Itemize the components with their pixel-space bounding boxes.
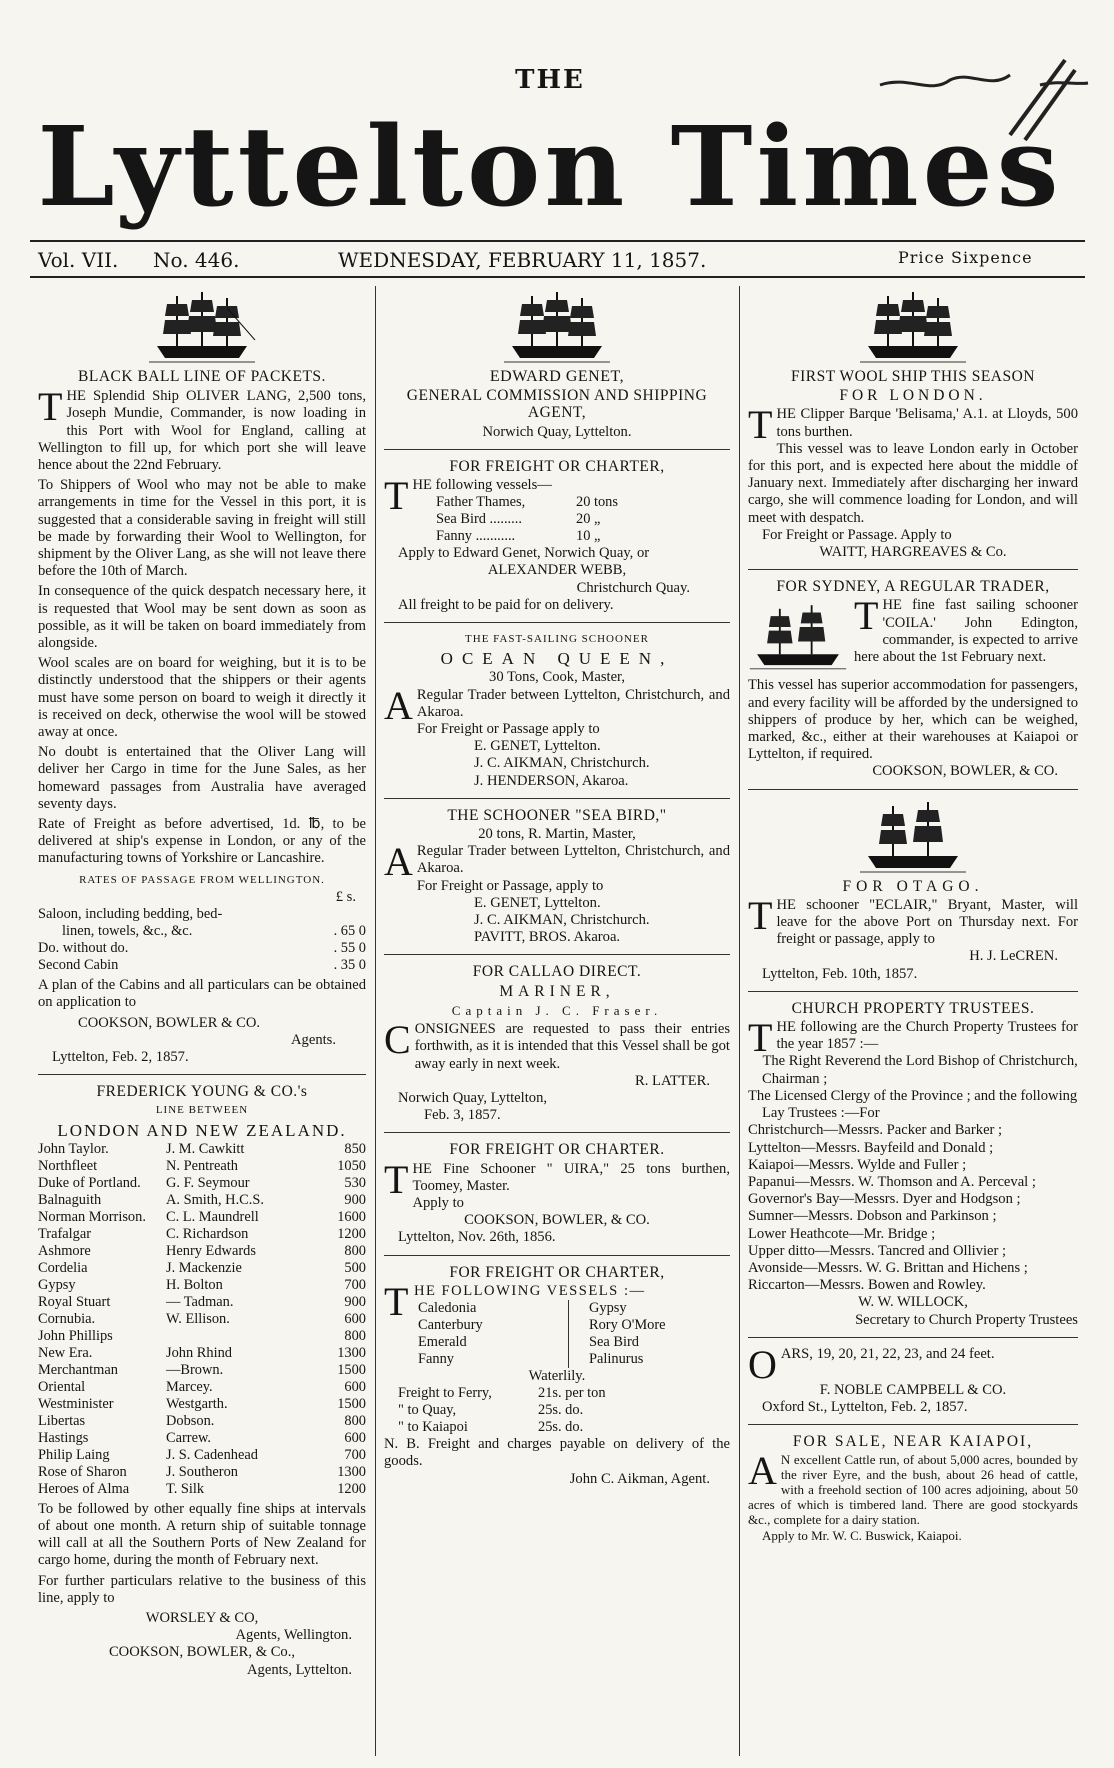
table-row	[38, 1141, 366, 1158]
freight1-apply: Apply to Edward Genet, Norwich Quay, or	[398, 545, 650, 562]
rule-dateline	[30, 276, 1085, 278]
vessel-right: Sea Bird	[589, 1333, 639, 1350]
young-agent2-place: Agents, Lyttelton.	[247, 1661, 352, 1678]
sea-bird-agent: PAVITT, BROS. Akaroa.	[474, 929, 621, 946]
rate-amount: . 55 0	[333, 940, 366, 957]
rate-amount: . 35 0	[333, 957, 366, 974]
list-item: Riccarton—Messrs. Bowen and Rowley.	[748, 1277, 986, 1294]
ship-name: Balnaguith	[38, 1191, 102, 1208]
ocean-queen-text: Regular Trader between Lyttelton, Christchurch, and Akaroa.	[416, 686, 730, 720]
table-row	[418, 1317, 666, 1334]
column-2	[384, 288, 730, 1756]
ocean-queen-agent: E. GENET, Lyttelton.	[474, 738, 601, 755]
ship-tons: 700	[344, 1446, 366, 1463]
sale-apply: Apply to Mr. W. C. Buswick, Kaiapoi.	[762, 1528, 962, 1544]
ship-master: Westgarth.	[166, 1395, 228, 1412]
list-item: The Right Reverend the Lord Bishop of Christchurch, Chairman ;	[762, 1053, 1078, 1087]
volume: Vol. VII.	[38, 248, 119, 272]
list-item: Kaiapoi—Messrs. Wylde and Fuller ;	[748, 1156, 967, 1173]
table-row	[38, 940, 366, 957]
drop-cap: T	[384, 1156, 409, 1202]
ship-icon	[147, 288, 257, 366]
ship-icon	[748, 597, 848, 677]
drop-cap: T	[384, 1278, 410, 1324]
ship-tons: 1300	[337, 1463, 366, 1480]
table-row	[418, 1351, 666, 1368]
otago-heading: FOR OTAGO.	[842, 877, 984, 895]
young-agent1: WORSLEY & CO,	[145, 1609, 259, 1626]
uira-date: Lyttelton, Nov. 26th, 1856.	[398, 1229, 556, 1246]
ship-tons: 1500	[337, 1395, 366, 1412]
freight2-intro: HE FOLLOWING VESSELS :—	[413, 1282, 646, 1299]
sydney-p2: This vessel has superior accommodation for passengers, and every facility will be afforded by the undersigned to shippers of produce by her, which can be weighed, marked, &c., either at their warehouses at Kaiapoi or Lyttelton, if required.	[748, 677, 1078, 763]
table-row	[38, 1311, 366, 1328]
divider	[384, 1132, 730, 1133]
ship-tons: 530	[344, 1174, 366, 1191]
ship-name: Duke of Portland.	[38, 1174, 141, 1191]
rate-label: Do. without do.	[38, 940, 129, 957]
table-row	[38, 906, 366, 923]
ship-name: Westminister	[38, 1395, 114, 1412]
ship-name: New Era.	[38, 1344, 93, 1361]
table-row	[38, 1243, 366, 1260]
ship-master: H. Bolton	[166, 1276, 223, 1293]
rate-label: Second Cabin	[38, 957, 119, 974]
table-row	[38, 1209, 366, 1226]
table-row	[38, 1277, 366, 1294]
ship-name: Cornubia.	[38, 1310, 96, 1327]
ship-master: N. Pentreath	[166, 1157, 238, 1174]
vessel-tons: 20 tons	[576, 494, 618, 511]
ship-master: Henry Edwards	[166, 1242, 256, 1259]
ship-icon	[858, 798, 968, 876]
list-item: Upper ditto—Messrs. Tancred and Ollivier ;	[748, 1242, 1007, 1259]
otago-sign: H. J. LeCREN.	[969, 948, 1058, 965]
freight2-note: N. B. Freight and charges payable on delivery of the goods.	[384, 1436, 730, 1470]
ship-tons: 800	[344, 1412, 366, 1429]
drop-cap: T	[748, 1015, 773, 1061]
list-item: Lyttelton—Messrs. Bayfeild and Donald ;	[748, 1139, 994, 1156]
rate-amount	[317, 906, 366, 923]
table-row	[38, 1396, 366, 1413]
sea-bird-text: Regular Trader between Lyttelton, Christchurch, and Akaroa.	[416, 843, 730, 877]
freight1-intro: HE following vessels—	[412, 477, 552, 494]
column-divider-1	[375, 286, 376, 1756]
table-row	[38, 1226, 366, 1243]
table-row	[418, 1300, 666, 1317]
rate-label: " to Kaiapoi	[398, 1419, 468, 1436]
genet-title: GENERAL COMMISSION AND SHIPPING AGENT,	[406, 387, 708, 422]
drop-cap: T	[854, 597, 879, 639]
table-row	[38, 1294, 366, 1311]
table-row	[38, 1328, 366, 1345]
sea-bird-tons: 20 tons, R. Martin, Master,	[478, 826, 636, 843]
divider	[748, 991, 1078, 992]
ship-name: Heroes of Alma	[38, 1480, 130, 1497]
drop-cap: T	[748, 402, 773, 448]
freight2-heading: FOR FREIGHT OR CHARTER,	[449, 1263, 665, 1281]
list-item: Papanui—Messrs. W. Thomson and A. Perceval ;	[748, 1173, 1036, 1190]
rates-heading: RATES OF PASSAGE FROM WELLINGTON.	[79, 873, 325, 886]
ship-tons: 900	[344, 1293, 366, 1310]
vessel-name: Fanny ...........	[436, 528, 516, 545]
wool-text: HE Clipper Barque 'Belisama,' A.1. at Lloyds, 500 tons burthen.	[776, 406, 1078, 440]
rate-label: linen, towels, &c., &c.	[62, 923, 193, 940]
black-ball-p4: Wool scales are on board for weighing, but it is to be distinctly understood that the shippers or their agents must have some person on board to weigh it directly it is received on deck, otherwise the wool will be stowed away at once.	[38, 655, 366, 741]
list-item: The Licensed Clergy of the Province ; and the following Lay Trustees :—For	[748, 1087, 1078, 1122]
vessel-tons: 10 „	[576, 528, 601, 545]
table-row	[398, 1385, 606, 1402]
ship-name: John Phillips	[38, 1327, 113, 1344]
genet-address: Norwich Quay, Lyttelton.	[482, 423, 632, 440]
ship-name: Merchantman	[38, 1361, 118, 1378]
sea-bird-heading: THE SCHOONER "SEA BIRD,"	[447, 806, 667, 824]
freight2-extra: Waterlily.	[528, 1367, 586, 1384]
ship-master: C. Richardson	[166, 1225, 249, 1242]
sydney-agent: COOKSON, BOWLER, & CO.	[872, 763, 1058, 780]
sale-heading: FOR SALE, NEAR KAIAPOI,	[792, 1433, 1034, 1451]
rates-table	[38, 906, 366, 974]
issue-date: WEDNESDAY, FEBRUARY 11, 1857.	[338, 248, 707, 272]
divider	[748, 1337, 1078, 1338]
drop-cap: T	[748, 892, 773, 938]
ships-table	[38, 1141, 366, 1498]
rule-top	[30, 240, 1085, 242]
ocean-queen-tons: 30 Tons, Cook, Master,	[489, 669, 625, 686]
list-item: Sumner—Messrs. Dobson and Parkinson ;	[748, 1208, 997, 1225]
sale-text: N excellent Cattle run, of about 5,000 acres, bounded by the river Eyre, and the bush, about 26 head of cattle, with a freehold section of 100 acres adjoining, about 50 acres of which is timbered land. There are good stockyards &c., complete for a dairy station.	[748, 1452, 1078, 1528]
black-ball-p6: Rate of Freight as before advertised, 1d. ℔, to be delivered at ship's expense in London, or any of the manufacturing towns of Yorkshire or Lancashire.	[38, 816, 366, 867]
wool-heading-2: FOR LONDON.	[839, 387, 987, 405]
ship-master	[158, 1328, 322, 1345]
ship-name: Norman Morrison.	[38, 1208, 146, 1225]
callao-ship: MARINER,	[499, 982, 615, 1000]
young-heading: FREDERICK YOUNG & CO.'s	[96, 1083, 308, 1101]
ship-icon	[858, 288, 968, 366]
vessel-tons: 20 „	[576, 511, 601, 528]
black-ball-p3: In consequence of the quick despatch necessary here, it is requested that Wool may be sent down as soon as possible, as it will be taken on board immediately from alongside.	[38, 583, 366, 652]
table-row	[418, 1334, 666, 1351]
vessel-left: Canterbury	[418, 1317, 569, 1334]
rate-label: " to Quay,	[398, 1402, 457, 1419]
freight1-webb-place: Christchurch Quay.	[576, 579, 690, 596]
table-row	[38, 957, 366, 974]
masthead-title: Lyttelton Times	[37, 102, 1063, 231]
freight2-rates	[398, 1385, 606, 1436]
table-row	[38, 1413, 366, 1430]
divider	[38, 1074, 366, 1075]
drop-cap: T	[384, 473, 409, 519]
ship-master: J. M. Cawkitt	[166, 1140, 245, 1157]
table-row	[38, 1175, 366, 1192]
table-row	[436, 494, 618, 511]
black-ball-p7: A plan of the Cabins and all particulars can be obtained on application to	[38, 977, 366, 1011]
black-ball-heading: BLACK BALL LINE OF PACKETS.	[78, 368, 326, 385]
table-row	[38, 1345, 366, 1362]
ship-name: John Taylor.	[38, 1140, 109, 1157]
wool-apply: For Freight or Passage. Apply to	[762, 526, 952, 543]
church-heading: CHURCH PROPERTY TRUSTEES.	[791, 999, 1035, 1017]
masthead-the: THE	[515, 65, 585, 95]
sydney-text: HE fine fast sailing schooner 'COILA.' John Edington, commander, is expected to arrive here about the 1st February next.	[854, 597, 1078, 666]
otago-date: Lyttelton, Feb. 10th, 1857.	[762, 965, 918, 982]
dateline	[38, 246, 1078, 276]
rate-value: 25s. do.	[538, 1402, 584, 1419]
wool-agent: WAITT, HARGREAVES & Co.	[819, 544, 1007, 561]
ship-master: —Brown.	[166, 1361, 224, 1378]
freight1-heading: FOR FREIGHT OR CHARTER,	[449, 457, 665, 475]
ship-tons: 1200	[337, 1225, 366, 1242]
vessel-left: Fanny	[418, 1351, 569, 1368]
ship-name: Oriental	[38, 1378, 86, 1395]
young-sub: LINE BETWEEN	[155, 1104, 249, 1117]
table-row	[436, 511, 618, 528]
callao-heading: FOR CALLAO DIRECT.	[472, 963, 642, 981]
ship-tons: 600	[344, 1378, 366, 1395]
uira-agent: COOKSON, BOWLER, & CO.	[464, 1212, 650, 1229]
divider	[384, 1255, 730, 1256]
ship-name: Hastings	[38, 1429, 89, 1446]
drop-cap: O	[748, 1341, 777, 1387]
drop-cap: C	[384, 1017, 411, 1063]
table-row	[38, 1464, 366, 1481]
young-agent1-place: Agents, Wellington.	[235, 1627, 352, 1644]
callao-text: ONSIGNEES are requested to pass their entries forthwith, as it is intended that this Vessel shall be got away early in next week.	[414, 1021, 730, 1072]
freight1-note: All freight to be paid for on delivery.	[398, 596, 614, 613]
vessel-right: Palinurus	[589, 1350, 644, 1367]
genet-name: EDWARD GENET,	[489, 368, 625, 385]
ship-name: Philip Laing	[38, 1446, 110, 1463]
table-row	[38, 1379, 366, 1396]
black-ball-agent: COOKSON, BOWLER & CO.	[78, 1014, 261, 1031]
church-sign: W. W. WILLOCK,	[858, 1294, 968, 1311]
church-text: HE following are the Church Property Trustees for the year 1857 :—	[776, 1019, 1078, 1053]
ship-tons: 600	[344, 1429, 366, 1446]
vessel-right: Gypsy	[589, 1299, 627, 1316]
table-row	[398, 1419, 606, 1436]
ocean-queen-name: OCEAN QUEEN,	[440, 649, 674, 669]
sydney-heading: FOR SYDNEY, A REGULAR TRADER,	[776, 578, 1050, 596]
ship-tons: 850	[344, 1140, 366, 1157]
table-row	[38, 1260, 366, 1277]
drop-cap: A	[748, 1448, 777, 1494]
sea-bird-agent: J. C. AIKMAN, Christchurch.	[474, 912, 650, 929]
ship-tons: 700	[344, 1276, 366, 1293]
column-1	[38, 288, 366, 1756]
table-row	[38, 923, 366, 940]
ship-master: G. F. Seymour	[166, 1174, 250, 1191]
young-p1: To be followed by other equally fine ships at intervals of about one month. A return ship of suitable tonnage will call at all the Southern Ports of New Zealand for cargo home, during the month of February next.	[38, 1500, 366, 1569]
ship-tons: 1300	[337, 1344, 366, 1361]
ship-master: Marcey.	[166, 1378, 213, 1395]
rate-value: 25s. do.	[538, 1419, 584, 1436]
church-title: Secretary to Church Property Trustees	[855, 1311, 1078, 1328]
table-row	[38, 1158, 366, 1175]
ocean-queen-apply: For Freight or Passage apply to	[416, 721, 600, 738]
ship-name: Gypsy	[38, 1276, 76, 1293]
column-divider-2	[739, 286, 740, 1756]
callao-captain: Captain J. C. Fraser.	[451, 1002, 663, 1018]
freight1-webb: ALEXANDER WEBB,	[487, 562, 627, 579]
ship-tons: 600	[344, 1310, 366, 1327]
ship-name: Libertas	[38, 1412, 86, 1429]
ship-master: C. L. Maundrell	[166, 1208, 259, 1225]
ship-master: W. Ellison.	[166, 1310, 230, 1327]
ocean-queen-sub: THE FAST-SAILING SCHOONER	[465, 633, 649, 646]
otago-text: HE schooner "ECLAIR," Bryant, Master, will leave for the above Port on Thursday next. For freight or passage, apply to	[776, 896, 1078, 948]
church-trustees-list	[748, 1053, 1078, 1294]
oars-date: Oxford St., Lyttelton, Feb. 2, 1857.	[762, 1398, 968, 1415]
table-row	[38, 1481, 366, 1498]
rate-label: Saloon, including bedding, bed-	[38, 906, 223, 923]
list-item: Governor's Bay—Messrs. Dyer and Hodgson ;	[748, 1191, 1021, 1208]
ship-master: John Rhind	[166, 1344, 232, 1361]
drop-cap: A	[384, 839, 413, 885]
table-row	[436, 528, 618, 545]
wool-heading-1: FIRST WOOL SHIP THIS SEASON	[790, 368, 1036, 385]
black-ball-p1: HE Splendid Ship OLIVER LANG, 2,500 tons, Joseph Mundie, Commander, is now loading in this Port with Wool for England, calling at Wellington to fill up, for which port she will leave hence about the 22nd February.	[38, 388, 366, 474]
ship-name: Rose of Sharon	[38, 1463, 127, 1480]
divider	[384, 449, 730, 450]
oars-sign: F. NOBLE CAMPBELL & CO.	[819, 1381, 1007, 1398]
divider	[384, 954, 730, 955]
vessel-right: Rory O'More	[589, 1316, 666, 1333]
rate-label: Freight to Ferry,	[398, 1385, 492, 1402]
freight2-sign: John C. Aikman, Agent.	[569, 1470, 710, 1487]
drop-cap: T	[38, 384, 63, 430]
currency-header: £ s.	[335, 888, 356, 905]
ship-name: Royal Stuart	[38, 1293, 111, 1310]
handwritten-mark	[860, 55, 1090, 165]
ship-name: Cordelia	[38, 1259, 88, 1276]
black-ball-date: Lyttelton, Feb. 2, 1857.	[52, 1048, 189, 1065]
black-ball-agents: Agents.	[291, 1031, 336, 1048]
table-row	[38, 1362, 366, 1379]
ship-tons: 800	[344, 1242, 366, 1259]
ship-tons: 1600	[337, 1208, 366, 1225]
divider	[384, 622, 730, 623]
rate-value: 21s. per ton	[538, 1385, 606, 1402]
ocean-queen-agent: J. HENDERSON, Akaroa.	[474, 772, 629, 789]
ship-tons: 1050	[337, 1157, 366, 1174]
ship-master: J. Mackenzie	[166, 1259, 242, 1276]
divider	[384, 798, 730, 799]
vessel-name: Sea Bird .........	[436, 511, 522, 528]
ship-tons: 500	[344, 1259, 366, 1276]
table-row	[38, 1430, 366, 1447]
ship-master: J. Southeron	[166, 1463, 238, 1480]
ship-name: Trafalgar	[38, 1225, 92, 1242]
issue-number: No. 446.	[153, 248, 240, 272]
table-row	[38, 1447, 366, 1464]
vessel-left: Emerald	[418, 1334, 569, 1351]
rate-amount: . 65 0	[333, 923, 366, 940]
young-route: LONDON AND NEW ZEALAND.	[57, 1120, 347, 1140]
ocean-queen-agent: J. C. AIKMAN, Christchurch.	[474, 755, 650, 772]
ship-tons: 1200	[337, 1480, 366, 1497]
ship-tons: 800	[344, 1327, 366, 1344]
drop-cap: A	[384, 682, 413, 728]
vessels-table	[436, 494, 618, 545]
list-item: Lower Heathcote—Mr. Bridge ;	[748, 1225, 936, 1242]
sea-bird-apply: For Freight or Passage, apply to	[416, 877, 604, 894]
ship-master: Dobson.	[166, 1412, 215, 1429]
divider	[748, 1424, 1078, 1425]
ship-tons: 1500	[337, 1361, 366, 1378]
vessel-name: Father Thames,	[436, 494, 526, 511]
divider	[748, 569, 1078, 570]
table-row	[398, 1402, 606, 1419]
oars-text: ARS, 19, 20, 21, 22, 23, and 24 feet.	[780, 1345, 995, 1362]
black-ball-p5: No doubt is entertained that the Oliver Lang will deliver her Cargo in time for the June Sales, as her homeward passages from Australia have averaged seventy days.	[38, 744, 366, 812]
young-p2: For further particulars relative to the business of this line, apply to	[38, 1572, 366, 1606]
ship-master: J. S. Cadenhead	[166, 1446, 258, 1463]
sea-bird-agent: E. GENET, Lyttelton.	[474, 894, 601, 911]
price: Price Sixpence	[898, 248, 1033, 267]
callao-address: Norwich Quay, Lyttelton,	[398, 1089, 548, 1106]
ship-name: Ashmore	[38, 1242, 91, 1259]
masthead	[20, 55, 1080, 250]
ship-icon	[502, 288, 612, 366]
uira-heading: FOR FREIGHT OR CHARTER.	[449, 1141, 665, 1159]
column-3	[748, 288, 1078, 1756]
callao-date: Feb. 3, 1857.	[424, 1107, 501, 1124]
table-row	[38, 1192, 366, 1209]
vessel-list	[418, 1300, 666, 1368]
uira-apply: Apply to	[412, 1194, 464, 1211]
ship-master: A. Smith, H.C.S.	[166, 1191, 264, 1208]
ship-master: — Tadman.	[166, 1293, 234, 1310]
uira-text: HE Fine Schooner " UIRA," 25 tons burthen, Toomey, Master.	[412, 1160, 730, 1194]
ship-master: Carrew.	[166, 1429, 212, 1446]
vessel-left: Caledonia	[418, 1300, 569, 1317]
black-ball-p2: To Shippers of Wool who may not be able to make arrangements in time for the Vessel in this port, it is suggested that a considerable saving in freight will still be made by forwarding their Wool to Wellington, for shipment by the Oliver Lang, as she will not leave there before the 10th of March.	[38, 477, 366, 580]
list-item: Avonside—Messrs. W. G. Brittan and Hichens ;	[748, 1259, 1028, 1276]
list-item: Christchurch—Messrs. Packer and Barker ;	[748, 1122, 1003, 1139]
ship-tons: 900	[344, 1191, 366, 1208]
callao-sign: R. LATTER.	[635, 1072, 710, 1089]
ship-master: T. Silk	[166, 1480, 205, 1497]
divider	[748, 789, 1078, 790]
young-agent2: COOKSON, BOWLER, & Co.,	[108, 1644, 296, 1661]
ship-name: Northfleet	[38, 1157, 98, 1174]
wool-p2: This vessel was to leave London early in October for this port, and is expected here about the middle of January next. Immediately after discharging her inward cargo, she will commence loading for London, and will meet with despatch.	[748, 440, 1078, 526]
